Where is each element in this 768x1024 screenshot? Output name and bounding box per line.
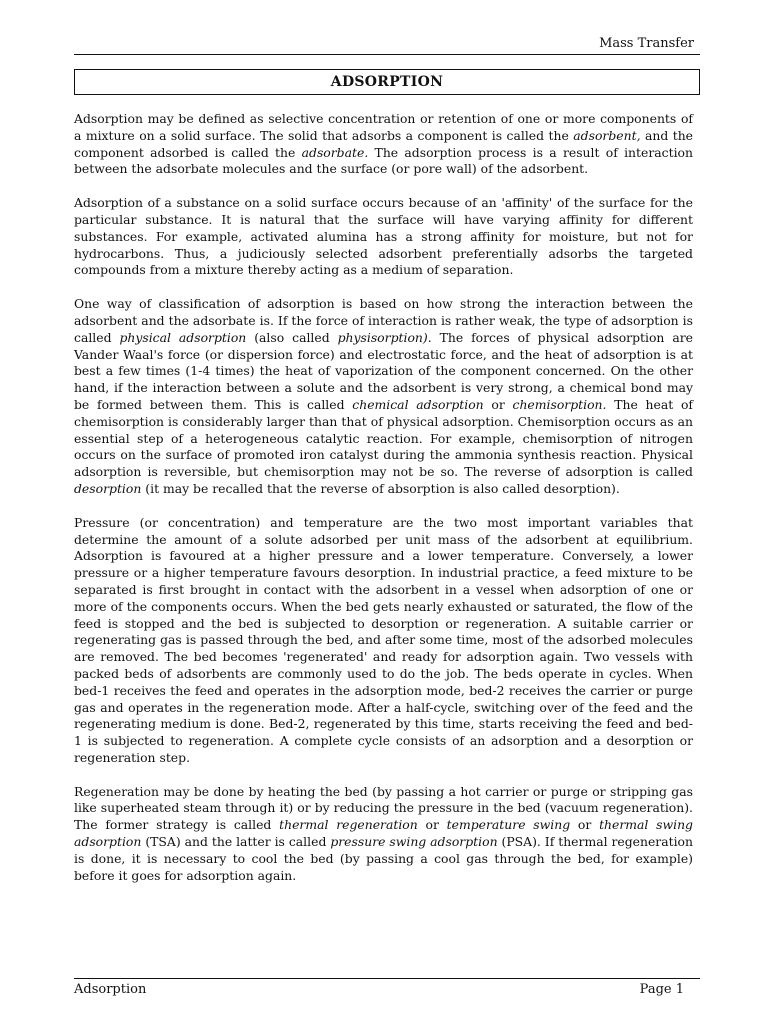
- paragraph: [74, 296, 693, 498]
- text-run: The heat of chemisorption is considerably larger than that of physical adsorption. Chemisorption occurs as an essential step of a heterogeneous catalytic reaction. For example, chemisorption of nitrogen occurs on the surface of promoted iron catalyst during the ammonia synthesis reaction. Physical adsorption is reversible, but chemisorption may not be so. The reverse of adsorption is called: [74, 396, 693, 480]
- body-text: [74, 111, 693, 901]
- italic-term: desorption: [74, 480, 142, 496]
- italic-term: temperature swing: [446, 817, 571, 833]
- italic-term: chemical adsorption: [352, 396, 484, 412]
- page-title: ADSORPTION: [74, 69, 700, 95]
- text-run: The forces of physical adsorption are Vander Waal's force (or dispersion force) and electrostatic force, and the heat of adsorption is at best a few times (1-4 times) the heat of vaporization of the component concerned. On the other hand, if the interaction between a solute and the adsorbent is very strong, a chemical bond may be formed between them. This is called: [74, 329, 693, 412]
- italic-term: adsorbate.: [301, 144, 369, 160]
- footer-rule: [74, 978, 700, 979]
- paragraph: [74, 515, 693, 767]
- italic-term: thermal regeneration: [279, 817, 418, 833]
- text-run: and the component adsorbed is called the: [74, 127, 694, 160]
- paragraph: [74, 195, 693, 279]
- header-rule: [74, 54, 700, 55]
- text-run: or: [483, 396, 513, 412]
- text-run: Adsorption of a substance on a solid surface occurs because of an 'affinity' of the surface for the particular substance. It is natural that the surface will have varying affinity for different substances. For example, activated alumina has a strong affinity for moisture, but not for hydrocarbons. Thus, a judiciously selected adsorbent preferentially adsorbs the targeted compounds from a mixture thereby acting as a medium of separation.: [74, 195, 693, 278]
- paragraph: [74, 784, 693, 885]
- text-run: (also called: [246, 329, 338, 345]
- text-run: (PSA). If thermal regeneration is done, it is necessary to cool the bed (by passing a cool gas through the bed, for example) before it goes for adsorption again.: [74, 834, 694, 883]
- italic-term: pressure swing adsorption: [330, 834, 498, 850]
- page-number: Page 1: [639, 982, 684, 997]
- text-run: One way of classification of adsorption is based on how strong the interaction between the adsorbent and the adsorbate is. If the force of interaction is rather weak, the type of adsorption is called: [74, 296, 693, 345]
- italic-term: physical adsorption: [119, 329, 247, 345]
- text-run: Adsorption may be defined as selective concentration or retention of one or more components of a mixture on a solid surface. The solid that adsorbs a component is called the: [74, 111, 693, 143]
- italic-term: adsorbent,: [573, 127, 641, 143]
- text-run: or: [570, 817, 600, 833]
- text-run: (TSA) and the latter is called: [141, 834, 331, 850]
- running-header: Mass Transfer: [599, 36, 694, 51]
- text-run: (it may be recalled that the reverse of absorption is also called desorption).: [141, 480, 620, 496]
- paragraph: [74, 111, 693, 178]
- footer-chapter: Adsorption: [74, 982, 147, 997]
- text-run: or: [417, 817, 447, 833]
- italic-term: thermal swing adsorption: [74, 817, 693, 850]
- text-run: Regeneration may be done by heating the bed (by passing a hot carrier or purge or stripping gas like superheated steam through it) or by reducing the pressure in the bed (vacuum regeneration). The former strategy is called: [74, 783, 693, 833]
- italic-term: chemisorption.: [512, 396, 607, 412]
- italic-term: physisorption).: [337, 329, 432, 345]
- text-run: Pressure (or concentration) and temperature are the two most important variables that determine the amount of a solute adsorbed per unit mass of the adsorbent at equilibrium. Adsorption is favoured at a higher pressure and a lower temperature. Conversely, a lower pressure or a higher temperature favours desorption. In industrial practice, a feed mixture to be separated is first brought in contact with the adsorbent in a vessel when adsorption of one or more of the components occurs. When the bed gets nearly exhausted or saturated, the flow of the feed is stopped and the bed is subjected to desorption or regeneration. A suitable carrier or regenerating gas is passed through the bed, and after some time, most of the adsorbed molecules are removed. The bed becomes 'regenerated' and ready for adsorption again. Two vessels with packed beds of adsorbents are commonly used to do the job. The beds operate in cycles. When bed-1 receives the feed and operates in the adsorption mode, bed-2 receives the carrier or purge gas and operates in the regeneration mode. After a half-cycle, switching over of the feed and the regenerating medium is done. Bed-2, regenerated by this time, starts receiving the feed and bed-1 is subjected to regeneration. A complete cycle consists of an adsorption and a desorption or regeneration step.: [74, 514, 693, 765]
- text-run: The adsorption process is a result of interaction between the adsorbate molecules and the surface (or pore wall) of the adsorbent.: [74, 144, 693, 177]
